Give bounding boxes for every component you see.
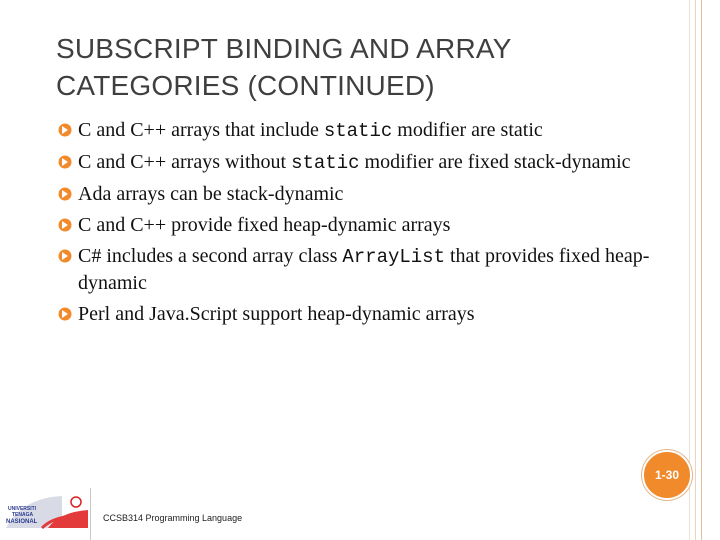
logo-text: TENAGA [12,512,34,518]
bullet-text: modifier are static [392,119,543,141]
bullet-code: static [291,152,360,174]
bullet-item [58,243,668,296]
bullet-text: Ada arrays can be stack-dynamic [78,183,344,205]
bullet-item [58,117,668,144]
footer-course-label: CCSB314 Programming Language [103,513,243,523]
logo-text: NASIONAL [6,519,38,525]
bullet-icon [58,249,72,263]
bullet-icon [58,187,72,201]
page-number-badge: 1-30 [642,450,692,500]
bullet-text: C and C++ arrays that include [78,119,324,141]
slide-title [56,30,656,104]
bullet-list [58,117,668,332]
bullet-item [58,149,668,176]
footer-divider [90,488,91,540]
bullet-icon [58,123,72,137]
bullet-text: modifier are fixed stack-dynamic [359,151,631,173]
bullet-icon [58,218,72,232]
decorative-border-line [701,0,702,540]
university-logo-icon [2,490,88,530]
bullet-item [58,181,668,207]
decorative-border-line [689,0,690,540]
bullet-text: Perl and Java.Script support heap-dynamic arrays [78,303,475,325]
bullet-text: C# includes a second array class [78,245,343,267]
bullet-code: ArrayList [342,246,445,268]
decorative-border-line [695,0,696,540]
slide-title-line-1: SUBSCRIPT BINDING AND ARRAY [56,33,512,64]
bullet-icon [58,155,72,169]
bullet-code: static [323,120,393,142]
bullet-item [58,301,668,327]
slide-title-line-2: CATEGORIES (CONTINUED) [56,70,435,101]
bullet-item [58,212,668,238]
logo-text: UNIVERSITI [8,506,37,512]
bullet-text: C and C++ arrays without [78,151,292,173]
bullet-text: C and C++ provide fixed heap-dynamic arrays [78,214,451,236]
bullet-text: that provides fixed heap-dynamic [78,245,650,294]
bullet-icon [58,307,72,321]
